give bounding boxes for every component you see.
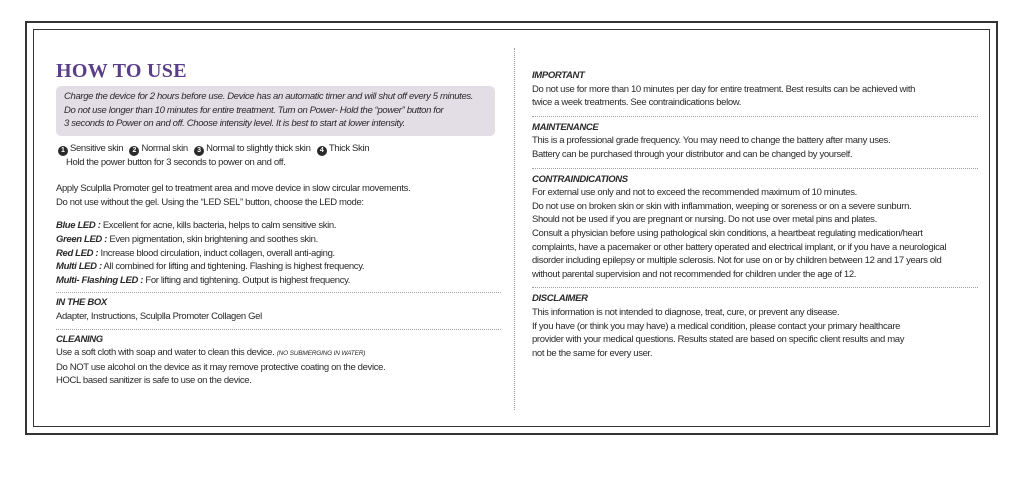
maintenance-line: Battery can be purchased through your distributor and can be changed by yourself. — [532, 148, 853, 160]
led-mode-name: Multi- Flashing LED : — [56, 274, 144, 286]
number-4-icon: 4 — [317, 146, 327, 156]
contraindications-line: Consult a physician before using pathological skin conditions, a heartbeat regulating medication/heart — [532, 227, 923, 239]
skin-level-item — [58, 143, 123, 154]
contraindications-line: Do not use on broken skin or skin with inflammation, weeping or soreness or on a severe sunburn. — [532, 200, 912, 212]
skin-level-label: Normal to slightly thick skin — [206, 142, 311, 154]
disclaimer-line: If you have (or think you may have) a medical condition, please contact your primary healthcare — [532, 320, 901, 332]
intro-box — [56, 86, 495, 136]
intro-line: 3 seconds to Power on and off. Choose intensity level. It is best to start at lower intensity. — [64, 118, 405, 130]
contraindications-heading: CONTRAINDICATIONS — [532, 173, 628, 185]
maintenance-line: This is a professional grade frequency. You may need to change the battery after many uses. — [532, 135, 891, 147]
section-divider — [56, 292, 501, 293]
contraindications-line: Should not be used if you are pregnant or nursing. Do not use over metal pins and plates. — [532, 214, 877, 226]
disclaimer-line: This information is not intended to diagnose, treat, cure, or prevent any disease. — [532, 306, 840, 318]
maintenance-heading: MAINTENANCE — [532, 121, 599, 133]
section-divider — [532, 168, 978, 169]
section-divider — [532, 287, 978, 288]
led-mode-name: Green LED : — [56, 233, 108, 245]
important-line: twice a week treatments. See contraindications below. — [532, 97, 742, 109]
skin-level-label: Sensitive skin — [70, 142, 124, 154]
skin-level-list — [58, 142, 501, 156]
led-mode-name: Multi LED : — [56, 261, 102, 273]
section-divider — [532, 116, 978, 117]
number-2-icon: 2 — [129, 146, 139, 156]
led-mode-item — [56, 233, 501, 247]
important-heading: IMPORTANT — [532, 70, 585, 81]
led-mode-item — [56, 274, 501, 288]
led-mode-item — [56, 219, 501, 233]
led-mode-desc: For lifting and tightening. Output is highest frequency. — [143, 274, 351, 286]
cleaning-heading: CLEANING — [56, 333, 103, 345]
page-title: HOW TO USE — [56, 60, 187, 82]
contraindications-line: complaints, have a pacemaker or other battery operated and electrical implant, or if you have a neurological — [532, 241, 947, 253]
apply-instructions — [56, 182, 501, 209]
led-mode-list — [56, 219, 501, 287]
cleaning-line — [56, 346, 501, 361]
contraindications-line: For external use only and not to exceed the recommended maximum of 10 minutes. — [532, 187, 857, 199]
led-mode-item — [56, 247, 501, 261]
section-divider — [56, 329, 501, 330]
led-mode-desc: All combined for lifting and tightening. Flashing is highest frequency. — [101, 261, 365, 273]
disclaimer-heading: DISCLAIMER — [532, 293, 588, 305]
apply-line: Do not use without the gel. Using the “LED SEL” button, choose the LED mode: — [56, 196, 364, 208]
left-column — [56, 58, 501, 388]
disclaimer-line: provider with your medical questions. Results stated are based on specific client results and may — [532, 334, 905, 346]
disclaimer-line: not be the same for every user. — [532, 347, 653, 359]
right-column — [532, 69, 978, 360]
column-divider — [514, 48, 515, 410]
led-mode-name: Red LED : — [56, 247, 99, 259]
led-mode-desc: Even pigmentation, skin brightening and soothes skin. — [107, 233, 318, 245]
skin-level-label: Thick Skin — [328, 142, 370, 154]
in-the-box-text: Adapter, Instructions, Sculplla Promoter Collagen Gel — [56, 310, 262, 322]
skin-level-item — [194, 143, 310, 154]
skin-level-item — [129, 143, 187, 154]
intro-line: Charge the device for 2 hours before use. Device has an automatic timer and will shut off every 5 minutes. — [64, 91, 474, 102]
led-mode-desc: Increase blood circulation, induct collagen, overall anti-aging. — [98, 247, 335, 259]
led-mode-item — [56, 260, 501, 274]
led-mode-name: Blue LED : — [56, 220, 101, 232]
number-1-icon: 1 — [58, 146, 68, 156]
skin-level-item — [317, 143, 369, 154]
in-the-box-heading: IN THE BOX — [56, 297, 107, 309]
power-note: Hold the power button for 3 seconds to power on and off. — [66, 156, 286, 168]
led-mode-desc: Excellent for acne, kills bacteria, helps to calm sensitive skin. — [100, 220, 337, 232]
cleaning-line: HOCL based sanitizer is safe to use on the device. — [56, 375, 252, 387]
intro-line: Do not use longer than 10 minutes for entire treatment. Turn on Power- Hold the “power” button for — [64, 104, 444, 116]
important-line: Do not use for more than 10 minutes per day for entire treatment. Best results can be achieved with — [532, 83, 916, 95]
contraindications-line: without parental supervision and not recommended for children under the age of 12. — [532, 268, 857, 280]
cleaning-note: (NO SUBMERGING IN WATER) — [276, 350, 366, 358]
contraindications-line: disorder including epilepsy or multiple sclerosis. Not for use on or by children between 12 and 17 years old — [532, 255, 942, 267]
skin-level-label: Normal skin — [141, 142, 188, 154]
cleaning-text: Use a soft cloth with soap and water to clean this device. — [56, 347, 277, 359]
number-3-icon: 3 — [194, 146, 204, 156]
apply-line: Apply Sculplla Promoter gel to treatment area and move device in slow circular movements. — [56, 183, 411, 195]
cleaning-line: Do NOT use alcohol on the device as it may remove protective coating on the device. — [56, 361, 386, 373]
